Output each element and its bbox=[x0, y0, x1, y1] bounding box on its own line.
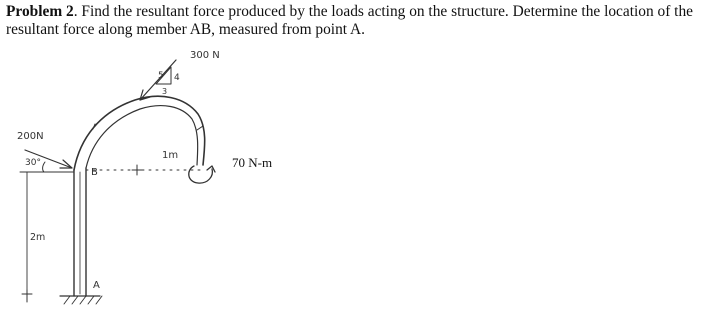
point-a-label: A bbox=[93, 280, 100, 291]
member-ab bbox=[74, 168, 86, 296]
point-b-label: B bbox=[91, 167, 98, 178]
slope-3-label: 3 bbox=[162, 87, 168, 96]
dimension-1m-label: 1m bbox=[162, 150, 179, 161]
dimension-2m-label: 2m bbox=[30, 232, 46, 243]
problem-label: Problem 2 bbox=[6, 3, 74, 20]
force-200n-label: 200N bbox=[17, 131, 44, 142]
moment-70nm-label: 70 N-m bbox=[232, 155, 273, 170]
horizontal-dimension bbox=[86, 165, 200, 175]
slope-5-label: 5 bbox=[158, 71, 164, 81]
curved-arch bbox=[74, 96, 205, 170]
slope-4-label: 4 bbox=[174, 73, 180, 83]
arch-tick-mark bbox=[197, 126, 203, 130]
problem-text: . Find the resultant force produced by the loads acting on the structure. Determine the location of the resultant force along member AB, measured from point A. bbox=[6, 3, 693, 38]
moment-70nm-arrow bbox=[189, 166, 215, 183]
angle-30-label: 30° bbox=[25, 158, 41, 168]
ground-support bbox=[60, 296, 102, 304]
force-300n-label: 300 N bbox=[190, 50, 220, 61]
